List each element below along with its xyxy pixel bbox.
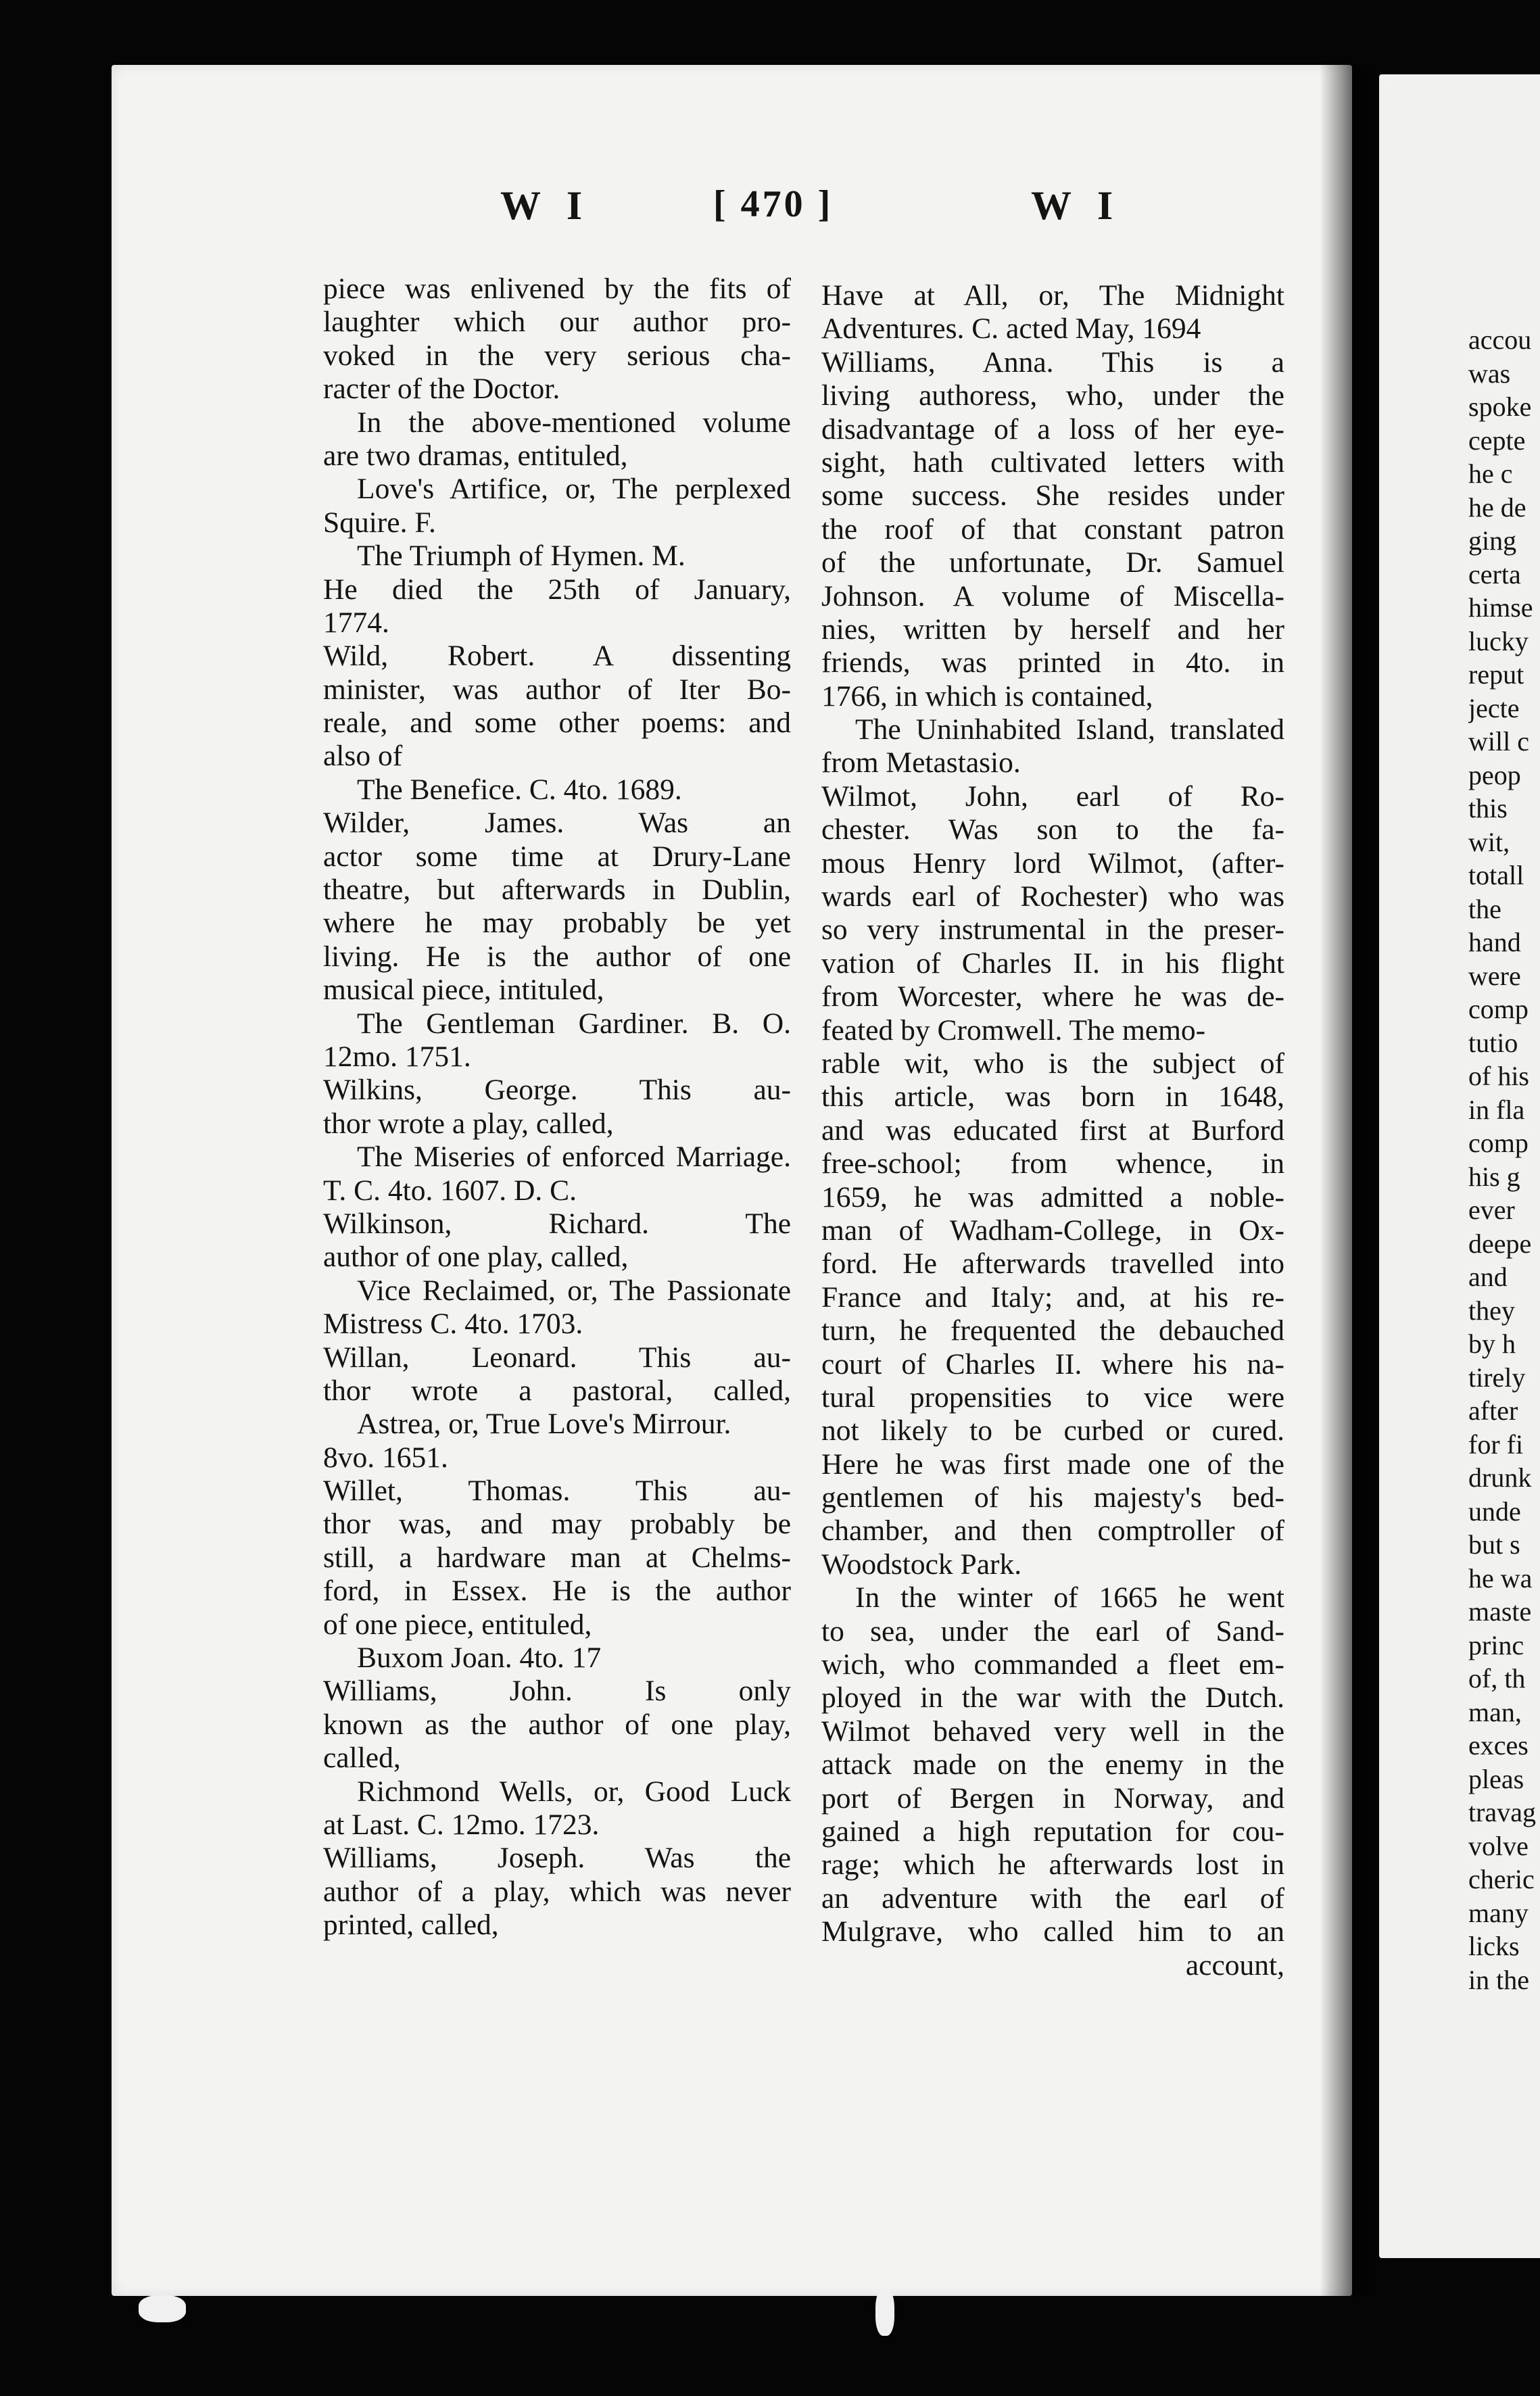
left-column-line: The Miseries of enforced Marriage. <box>357 1141 791 1174</box>
left-column-line: Richmond Wells, or, Good Luck <box>357 1775 791 1808</box>
left-column-line: at Last. C. 12mo. 1723. <box>323 1808 600 1841</box>
right-column-line: nies, written by herself and her <box>821 613 1284 646</box>
right-column-line: the roof of that constant patron <box>821 512 1284 546</box>
left-column-line: actor some time at Drury-Lane <box>323 840 791 873</box>
facing-page-line: pleas <box>1468 1763 1524 1794</box>
right-column-line: court of Charles II. where his na- <box>821 1347 1284 1381</box>
left-column-line: The Triumph of Hymen. M. <box>357 540 685 573</box>
left-column-line: thor was, and may probably be <box>323 1508 791 1541</box>
right-column-line: attack made on the enemy in the <box>821 1748 1284 1781</box>
right-column-line: port of Bergen in Norway, and <box>821 1781 1284 1815</box>
right-text-column <box>821 279 1284 1982</box>
facing-page-line: ever <box>1468 1195 1515 1225</box>
left-column-line: Willet, Thomas. This au- <box>323 1475 791 1508</box>
left-column-line: author of a play, which was never <box>323 1875 791 1908</box>
left-column-line: The Benefice. C. 4to. 1689. <box>357 773 682 806</box>
left-column-line: piece was enlivened by the fits of <box>323 272 791 305</box>
right-column-line: rage; which he afterwards lost in <box>821 1848 1284 1882</box>
left-column-line: Vice Reclaimed, or, The Passionate <box>357 1274 791 1307</box>
facing-page-line: this <box>1468 793 1508 823</box>
facing-page-line: jecte <box>1468 692 1520 723</box>
right-column-line: so very instrumental in the preser- <box>821 913 1284 947</box>
right-column-line: tural propensities to vice were <box>821 1381 1284 1414</box>
facing-page-line: princ <box>1468 1629 1524 1660</box>
facing-page-line: totall <box>1468 860 1524 890</box>
facing-page-line: many <box>1468 1897 1529 1928</box>
left-column-line: 8vo. 1651. <box>323 1441 448 1474</box>
left-column-line: Willan, Leonard. This au- <box>323 1341 791 1374</box>
left-column-line: laughter which our author pro- <box>323 306 791 339</box>
left-column-line: of one piece, entituled, <box>323 1608 592 1641</box>
facing-page-line: his g <box>1468 1161 1520 1192</box>
right-column-line: 1766, in which is contained, <box>821 679 1153 713</box>
left-text-column <box>323 272 791 1942</box>
facing-page-line: he de <box>1468 492 1526 523</box>
right-column-line: rable wit, who is the subject of <box>821 1047 1284 1080</box>
right-column-line: wich, who commanded a fleet em- <box>821 1648 1284 1681</box>
facing-page-line: peop <box>1468 759 1521 790</box>
facing-page-line: were <box>1468 960 1521 991</box>
left-column-line: voked in the very serious cha- <box>323 339 791 372</box>
left-column-line: thor wrote a pastoral, called, <box>323 1374 791 1407</box>
facing-page-line: by h <box>1468 1328 1516 1359</box>
right-column-line: Have at All, or, The Midnight <box>821 279 1284 312</box>
left-column-line: Mistress C. 4to. 1703. <box>323 1308 583 1341</box>
left-column-line: Wilder, James. Was an <box>323 807 791 840</box>
right-column-line: disadvantage of a loss of her eye- <box>821 412 1284 446</box>
facing-page-line: of, th <box>1468 1663 1526 1694</box>
right-column-line: chamber, and then comptroller of <box>821 1514 1284 1548</box>
left-column-line: are two dramas, entituled, <box>323 439 628 472</box>
right-column-line: feated by Cromwell. The memo- <box>821 1013 1206 1047</box>
running-header-left: W I <box>500 183 591 228</box>
facing-page-line: deepe <box>1468 1228 1532 1259</box>
right-column-line: and was educated first at Burford <box>821 1113 1284 1147</box>
facing-page-line: tirely <box>1468 1362 1526 1393</box>
right-column-line: Williams, Anna. This is a <box>821 345 1284 379</box>
paper-speck <box>875 2289 894 2336</box>
facing-page-line: but s <box>1468 1529 1520 1560</box>
facing-page-line: will c <box>1468 726 1529 757</box>
facing-page-line: in the <box>1468 1964 1529 1995</box>
left-column-line: thor wrote a play, called, <box>323 1107 614 1140</box>
right-column-line: Johnson. A volume of Miscella- <box>821 579 1284 613</box>
right-column-line: Here he was first made one of the <box>821 1447 1284 1481</box>
paper-speck <box>139 2295 186 2322</box>
facing-page-line: cepte <box>1468 425 1526 456</box>
facing-page-line: exces <box>1468 1730 1529 1760</box>
left-column-line: printed, called, <box>323 1909 499 1942</box>
facing-page-line: spoke <box>1468 391 1532 422</box>
left-column-line: where he may probably be yet <box>323 907 791 940</box>
right-column-line: this article, was born in 1648, <box>821 1080 1284 1113</box>
right-column-line: gained a high reputation for cou- <box>821 1815 1284 1848</box>
right-column-line: an adventure with the earl of <box>821 1882 1284 1915</box>
right-column-line: some success. She resides under <box>821 479 1284 512</box>
facing-page-line: after <box>1468 1395 1518 1426</box>
facing-page-line: accou <box>1468 325 1532 355</box>
right-column-line: not likely to be curbed or cured. <box>821 1414 1284 1447</box>
right-column-line: to sea, under the earl of Sand- <box>821 1614 1284 1648</box>
left-column-line: The Gentleman Gardiner. B. O. <box>357 1007 791 1040</box>
facing-page-line: licks <box>1468 1931 1520 1961</box>
left-column-line: Wilkinson, Richard. The <box>323 1207 791 1240</box>
page-number: [ 470 ] <box>713 183 834 225</box>
left-column-line: Love's Artifice, or, The perplexed <box>357 473 791 506</box>
left-column-line: racter of the Doctor. <box>323 373 560 406</box>
right-column-line: France and Italy; and, at his re- <box>821 1280 1284 1314</box>
left-column-line: reale, and some other poems: and <box>323 706 791 740</box>
left-column-line: 12mo. 1751. <box>323 1040 471 1073</box>
left-column-line: called, <box>323 1742 401 1775</box>
facing-page-line: himse <box>1468 592 1533 623</box>
left-column-line: Astrea, or, True Love's Mirrour. <box>357 1408 731 1441</box>
right-column-line: man of Wadham-College, in Ox- <box>821 1214 1284 1247</box>
facing-page-line: tutio <box>1468 1027 1518 1058</box>
facing-page-line: of his <box>1468 1061 1529 1091</box>
facing-page-line: unde <box>1468 1495 1521 1527</box>
right-column-line: of the unfortunate, Dr. Samuel <box>821 546 1284 579</box>
right-column-line: wards earl of Rochester) who was <box>821 880 1284 913</box>
facing-page-line: he c <box>1468 458 1513 489</box>
left-column-line: theatre, but afterwards in Dublin, <box>323 873 791 907</box>
facing-page-line: travag <box>1468 1797 1536 1827</box>
left-column-line: In the above-mentioned volume <box>357 406 791 439</box>
facing-page-line: for fi <box>1468 1429 1524 1460</box>
facing-page-line: cheric <box>1468 1864 1535 1894</box>
right-column-line: friends, was printed in 4to. in <box>821 646 1284 679</box>
right-column-line: account, <box>1185 1948 1284 1982</box>
left-column-line: author of one play, called, <box>323 1241 629 1274</box>
right-column-line: Adventures. C. acted May, 1694 <box>821 312 1201 345</box>
left-column-line: known as the author of one play, <box>323 1708 791 1741</box>
right-column-line: chester. Was son to the fa- <box>821 813 1284 846</box>
left-column-line: Williams, John. Is only <box>323 1675 791 1708</box>
right-column-line: from Metastasio. <box>821 746 1021 780</box>
left-column-line: 1774. <box>323 606 389 639</box>
right-column-line: sight, hath cultivated letters with <box>821 446 1284 479</box>
left-column-line: living. He is the author of one <box>323 940 791 973</box>
facing-page-line: reput <box>1468 659 1524 690</box>
right-column-line: 1659, he was admitted a noble- <box>821 1180 1284 1214</box>
facing-page-line: ging <box>1468 525 1517 556</box>
facing-page-line: lucky <box>1468 625 1529 656</box>
right-column-line: In the winter of 1665 he went <box>855 1581 1284 1614</box>
right-column-line: Wilmot behaved very well in the <box>821 1715 1284 1748</box>
facing-page-line: and <box>1468 1262 1508 1292</box>
facing-page-text-fragments <box>1468 323 1540 1996</box>
facing-page-line: volve <box>1468 1830 1529 1861</box>
right-column-line: gentlemen of his majesty's bed- <box>821 1481 1284 1514</box>
facing-page-line: man, <box>1468 1696 1522 1727</box>
facing-page-line: was <box>1468 358 1511 389</box>
facing-page-line: certa <box>1468 558 1521 590</box>
right-column-line: living authoress, who, under the <box>821 379 1284 412</box>
right-column-line: The Uninhabited Island, translated <box>855 713 1284 746</box>
right-column-line: vation of Charles II. in his flight <box>821 947 1284 980</box>
facing-page-line: they <box>1468 1295 1515 1326</box>
left-column-line: Buxom Joan. 4to. 17 <box>357 1642 602 1675</box>
left-column-line: He died the 25th of January, <box>323 573 791 606</box>
right-column-line: ford. He afterwards travelled into <box>821 1247 1284 1280</box>
left-column-line: T. C. 4to. 1607. D. C. <box>323 1174 577 1207</box>
facing-page-line: comp <box>1468 1128 1529 1158</box>
facing-page-line: drunk <box>1468 1462 1532 1493</box>
left-column-line: Wild, Robert. A dissenting <box>323 640 791 673</box>
facing-page-line: hand <box>1468 927 1521 957</box>
left-column-line: Wilkins, George. This au- <box>323 1074 791 1107</box>
running-header-right: W I <box>1031 183 1122 228</box>
facing-page-line: wit, <box>1468 826 1510 857</box>
right-column-line: Wilmot, John, earl of Ro- <box>821 780 1284 813</box>
left-column-line: Williams, Joseph. Was the <box>323 1842 791 1875</box>
facing-page-line: in fla <box>1468 1094 1525 1125</box>
facing-page-line: maste <box>1468 1596 1532 1627</box>
gutter-shadow <box>1320 65 1379 2296</box>
left-column-line: minister, was author of Iter Bo- <box>323 673 791 706</box>
left-column-line: musical piece, intituled, <box>323 974 604 1007</box>
left-column-line: ford, in Essex. He is the author <box>323 1575 791 1608</box>
right-column-line: mous Henry lord Wilmot, (after- <box>821 846 1284 880</box>
right-column-line: ployed in the war with the Dutch. <box>821 1681 1284 1715</box>
right-column-line: Woodstock Park. <box>821 1548 1022 1581</box>
facing-page-line: he wa <box>1468 1562 1533 1594</box>
left-column-line: Squire. F. <box>323 506 436 539</box>
facing-page-line: comp <box>1468 994 1529 1024</box>
right-column-line: from Worcester, where he was de- <box>821 980 1284 1013</box>
right-column-line: Mulgrave, who called him to an <box>821 1915 1284 1948</box>
left-column-line: still, a hardware man at Chelms- <box>323 1541 791 1574</box>
facing-page-line: the <box>1468 893 1501 924</box>
right-column-line: turn, he frequented the debauched <box>821 1314 1284 1347</box>
right-column-line: free-school; from whence, in <box>821 1147 1284 1180</box>
left-column-line: also of <box>323 740 403 773</box>
